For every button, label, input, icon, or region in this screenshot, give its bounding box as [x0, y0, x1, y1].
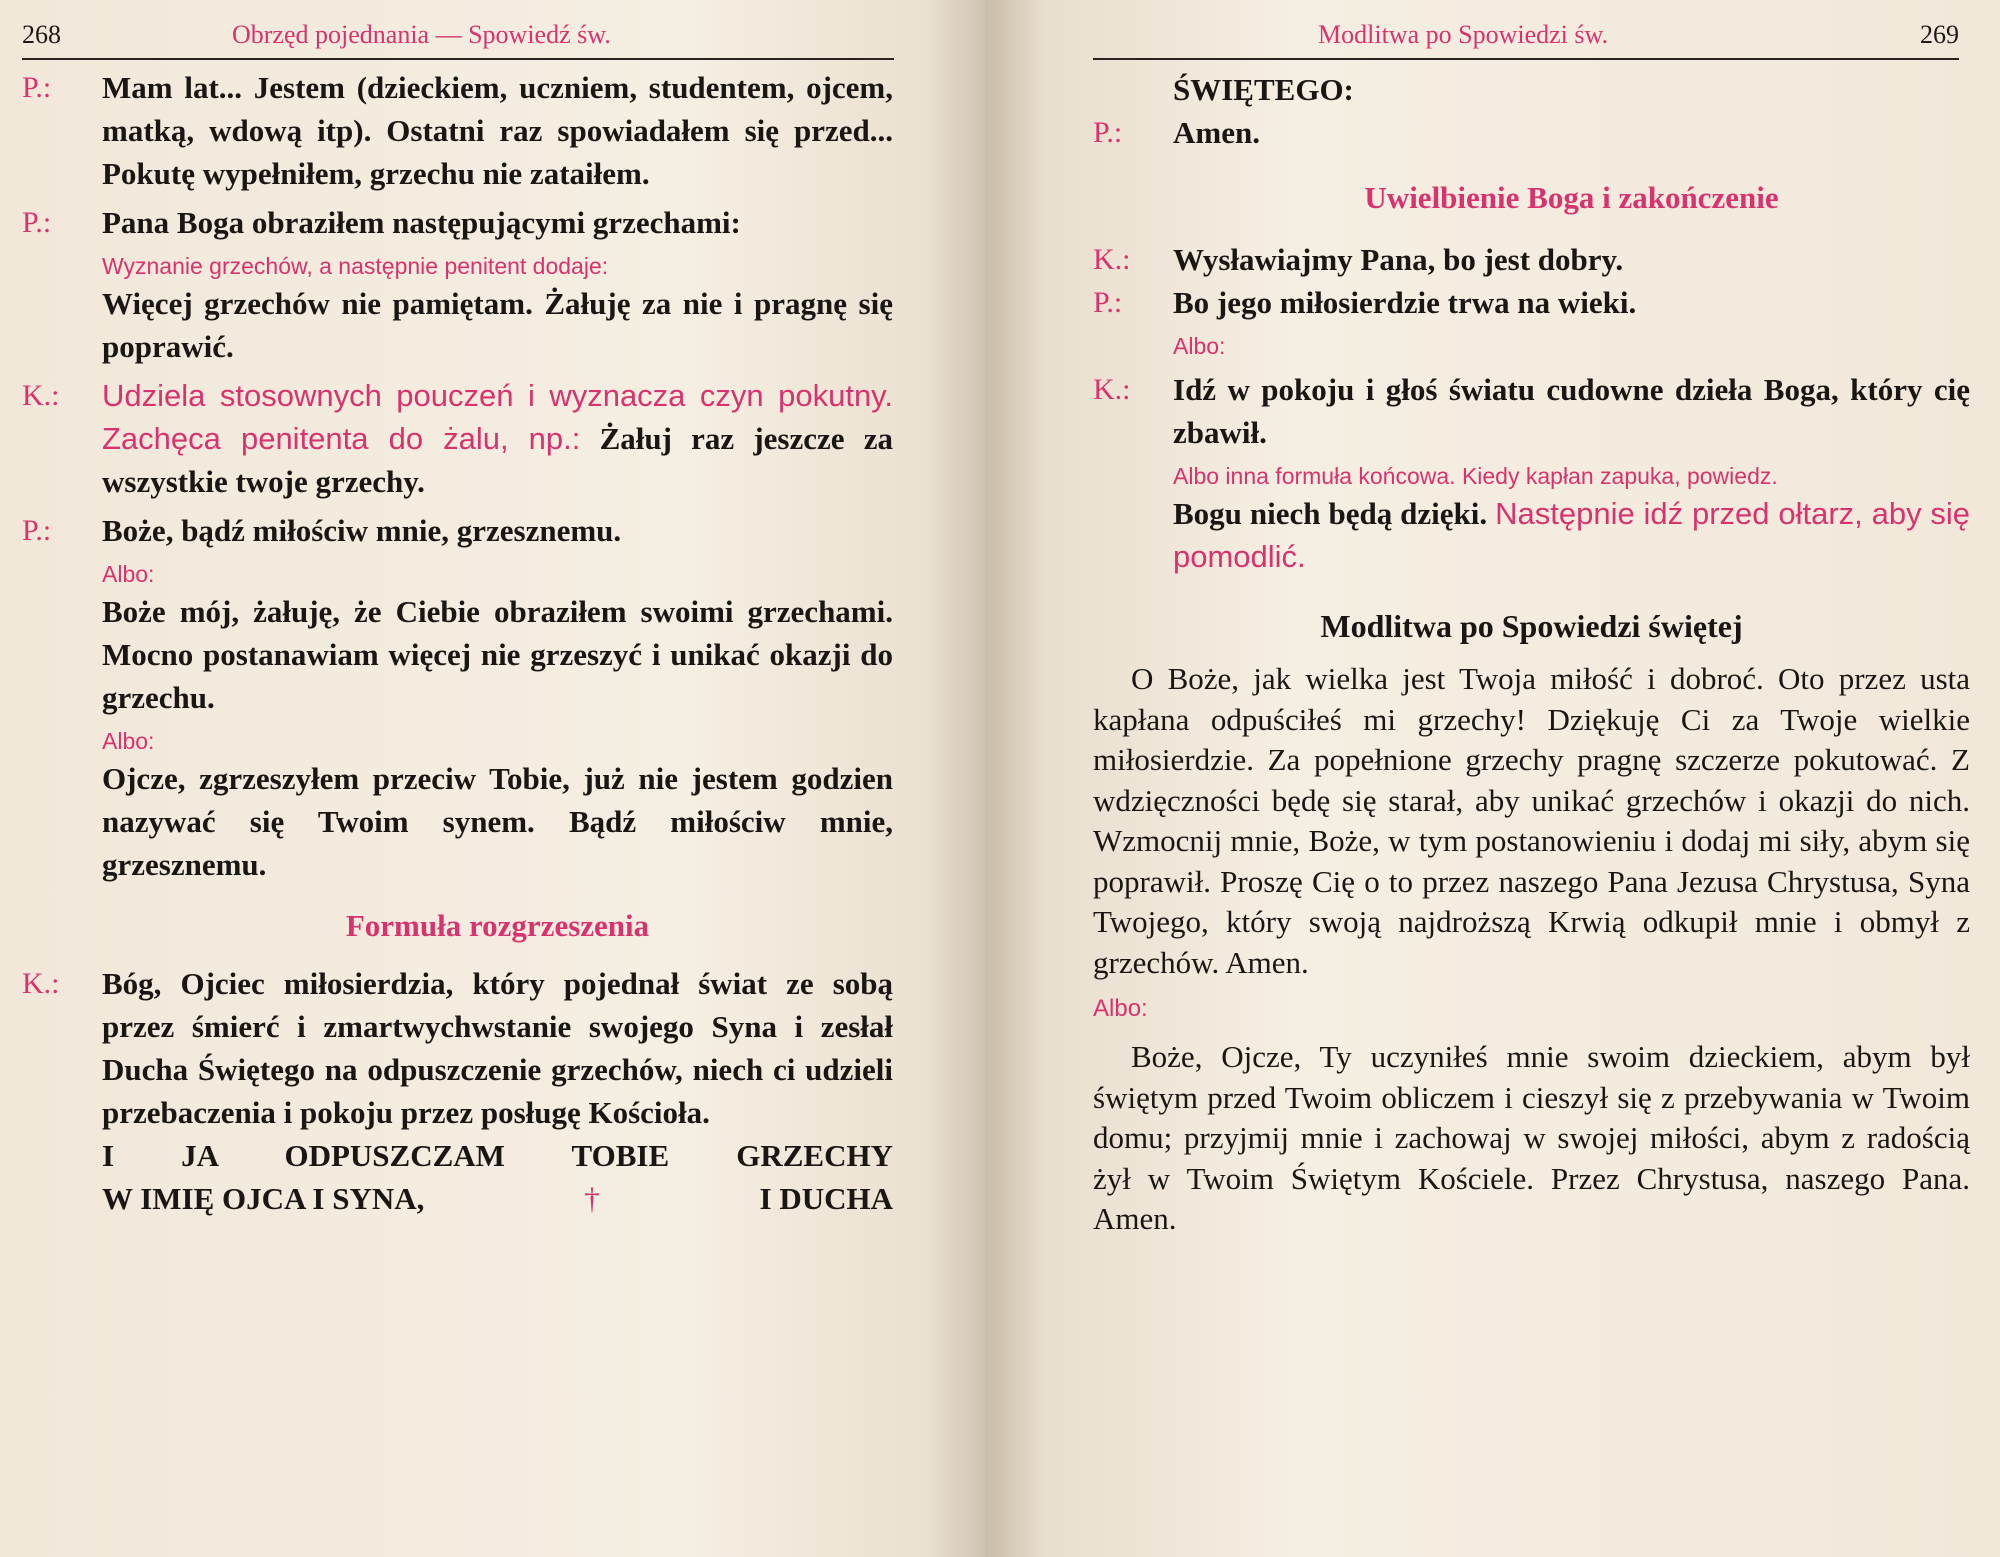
running-head: Modlitwa po Spowiedzi św. — [1318, 20, 1609, 49]
left-page-header — [22, 18, 894, 60]
caps-end: ŚWIĘTEGO: — [1173, 72, 1354, 107]
closing-words: Bogu niech będą dzięki. — [1173, 496, 1488, 531]
closing-rubric: Następnie idź przed ołtarz, aby się pomodlić. — [1173, 496, 1971, 574]
albo-label: Albo: — [1093, 995, 1148, 1022]
penitent-response — [22, 509, 893, 552]
alternative-prayer-1: Boże mój, żałuję, że Ciebie obraziłem swoimi grzechami. Mocno postanawiam więcej nie grzeszyć i unikać okazji do grzechu. — [102, 594, 893, 715]
instruction-rubric: Udziela stosownych pouczeń i wyznacza czyn pokutny. Zachęca penitenta do żalu, np.: — [102, 378, 893, 456]
page-number: 269 — [1920, 20, 1959, 49]
prayer-text-2: Boże, Ojcze, Ty uczyniłeś mnie swoim dzieckiem, abym był świętym przed Twoim obliczem i cieszył się z przebywania w Twoim domu; przyjmij mnie i zachowaj w swojej miłości, abym z radością żył w Twoim Świętym Kościele. Przez Chrystusa, naszego Pana. Amen. — [1093, 1039, 1970, 1236]
speaker-marker: K.: — [22, 379, 60, 412]
caps-text: I DUCHA — [759, 1181, 893, 1216]
entry-text: Pana Boga obraziłem następującymi grzechami: — [102, 205, 741, 240]
left-page-content — [22, 66, 893, 1220]
confessor-praise — [1093, 238, 1970, 281]
entry-text: Wysławiajmy Pana, bo jest dobry. — [1173, 242, 1624, 277]
penitent-praise — [1093, 281, 1970, 324]
speaker-marker: K.: — [1093, 373, 1131, 406]
entry-text: Idź w pokoju i głoś światu cudowne dzieła Boga, który cię zbawił. — [1173, 372, 1970, 450]
right-page-header — [1093, 18, 1959, 60]
albo-label: Albo: — [1173, 333, 1226, 359]
entry-text: Amen. — [1173, 115, 1260, 150]
speaker-marker: P.: — [1093, 116, 1123, 149]
running-head: Obrzęd pojednania — Spowiedź św. — [232, 20, 611, 49]
absolution-caps-line-1: I JA ODPUSZCZAM TOBIE GRZECHY — [102, 1138, 893, 1173]
rubric-closing: Albo inna formuła końcowa. Kiedy kapłan zapuka, powiedz. — [1173, 463, 1778, 489]
entry-text: Bóg, Ojciec miłosierdzia, który pojednał świat ze sobą przez śmierć i zmartwychwstanie swojego Syna i zesłał Ducha Świętego na odpuszczenie grzechów, niech ci udzieli przebaczenia i pokoju przez posługę Kościoła. — [102, 966, 893, 1130]
instruction-text — [102, 374, 893, 503]
closing-response — [1173, 492, 1970, 578]
confessor-instruction — [22, 374, 893, 503]
right-page-content — [1093, 68, 1970, 1240]
speaker-marker: P.: — [22, 514, 52, 547]
speaker-marker: P.: — [22, 71, 52, 104]
absolution-caps-line-2 — [102, 1177, 893, 1220]
penitent-intro — [22, 66, 893, 195]
page-number: 268 — [22, 20, 61, 49]
entry-text: Mam lat... Jestem (dzieckiem, uczniem, studentem, ojcem, matką, wdową itp). Ostatni raz spowiadałem się przed... Pokutę wypełniłem, grzechu nie zataiłem. — [102, 70, 893, 191]
section-title-praise: Uwielbienie Boga i zakończenie — [1364, 180, 1779, 215]
instruction-words: Żałuj raz jeszcze za wszystkie twoje grzechy. — [102, 421, 893, 499]
albo-label: Albo: — [102, 561, 155, 587]
rubric-confession: Wyznanie grzechów, a następnie penitent dodaje: — [102, 253, 609, 279]
speaker-marker: P.: — [1093, 286, 1123, 319]
caps-text: W IMIĘ OJCA I SYNA, — [102, 1181, 425, 1216]
section-title-absolution: Formuła rozgrzeszenia — [345, 908, 650, 943]
cross-icon: † — [584, 1181, 600, 1216]
confessor-dismissal — [1093, 368, 1970, 454]
prayer-title: Modlitwa po Spowiedzi świętej — [1320, 608, 1743, 644]
confession-end: Więcej grzechów nie pamiętam. Żałuję za nie i pragnę się poprawić. — [102, 286, 893, 364]
left-page — [0, 0, 985, 1557]
speaker-marker: K.: — [22, 967, 60, 1000]
prayer-text-1: O Boże, jak wielka jest Twoja miłość i dobroć. Oto przez usta kapłana odpuściłeś mi grzechy! Dziękuję Ci za Twoje wielkie miłosierdzie. Za popełnione grzechy pragnę szczerze pokutować. Z wdzięczności będę się starał, aby unikać grzechów i okazji do nich. Wzmocnij mnie, Boże, w tym postanowieniu i dodaj mi siły, abym się poprawił. Proszę Cię o to przez naszego Pana Jezusa Chrystusa, Syna Twojego, który swoją najdroższą Krwią odkupił mnie i obmył z grzechów. Amen. — [1093, 661, 1970, 980]
penitent-confession — [22, 201, 893, 244]
right-page — [985, 0, 2000, 1557]
speaker-marker: P.: — [22, 206, 52, 239]
entry-text: Boże, bądź miłościw mnie, grzesznemu. — [102, 513, 622, 548]
entry-text: Bo jego miłosierdzie trwa na wieki. — [1173, 285, 1637, 320]
albo-label: Albo: — [102, 728, 155, 754]
speaker-marker: K.: — [1093, 243, 1131, 276]
absolution-formula — [22, 962, 893, 1134]
penitent-amen — [1093, 111, 1970, 154]
alternative-prayer-2: Ojcze, zgrzeszyłem przeciw Tobie, już nie jestem godzien nazywać się Twoim synem. Bądź miłościw mnie, grzesznemu. — [102, 761, 893, 882]
